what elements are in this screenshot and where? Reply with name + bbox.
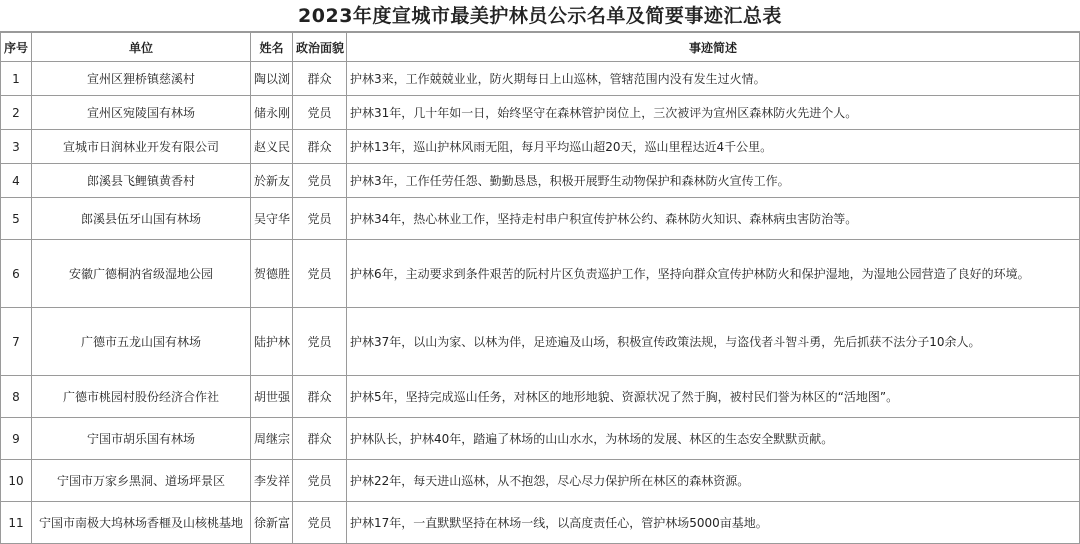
cell-no[interactable]: 9	[1, 418, 32, 460]
cell-political[interactable]: 党员	[293, 308, 347, 376]
cell-unit[interactable]: 宣州区狸桥镇慈溪村	[32, 62, 251, 96]
cell-no[interactable]: 3	[1, 130, 32, 164]
cell-deeds[interactable]: 护林3来，工作兢兢业业，防火期每日上山巡林，管辖范围内没有发生过火情。	[347, 62, 1080, 96]
cell-deeds[interactable]: 护林5年，坚持完成巡山任务，对林区的地形地貌、资源状况了然于胸，被村民们誉为林区的“活地图”。	[347, 376, 1080, 418]
cell-no[interactable]: 6	[1, 240, 32, 308]
cell-no[interactable]: 4	[1, 164, 32, 198]
table-row	[1, 376, 1080, 418]
table-row	[1, 130, 1080, 164]
header-deeds[interactable]: 事迹简述	[347, 33, 1080, 62]
cell-deeds[interactable]: 护林3年，工作任劳任怨、勤勤恳恳，积极开展野生动物保护和森林防火宣传工作。	[347, 164, 1080, 198]
table-row	[1, 164, 1080, 198]
cell-deeds[interactable]: 护林37年，以山为家、以林为伴，足迹遍及山场，积极宣传政策法规，与盗伐者斗智斗勇，先后抓获不法分子10余人。	[347, 308, 1080, 376]
cell-deeds[interactable]: 护林13年，巡山护林风雨无阻，每月平均巡山超20天，巡山里程达近4千公里。	[347, 130, 1080, 164]
cell-unit[interactable]: 安徽广德桐汭省级湿地公园	[32, 240, 251, 308]
cell-no[interactable]: 11	[1, 502, 32, 544]
cell-unit[interactable]: 宣城市日润林业开发有限公司	[32, 130, 251, 164]
cell-deeds[interactable]: 护林31年，几十年如一日，始终坚守在森林管护岗位上，三次被评为宣州区森林防火先进个人。	[347, 96, 1080, 130]
cell-no[interactable]: 2	[1, 96, 32, 130]
table-row	[1, 502, 1080, 544]
cell-unit[interactable]: 广德市五龙山国有林场	[32, 308, 251, 376]
cell-political[interactable]: 群众	[293, 130, 347, 164]
cell-deeds[interactable]: 护林17年，一直默默坚持在林场一线，以高度责任心，管护林场5000亩基地。	[347, 502, 1080, 544]
header-no[interactable]: 序号	[1, 33, 32, 62]
cell-name[interactable]: 徐新富	[251, 502, 293, 544]
cell-political[interactable]: 党员	[293, 164, 347, 198]
cell-no[interactable]: 1	[1, 62, 32, 96]
cell-unit[interactable]: 宁国市万家乡黑洞、道场坪景区	[32, 460, 251, 502]
cell-name[interactable]: 李发祥	[251, 460, 293, 502]
cell-unit[interactable]: 宁国市南极大坞林场香榧及山核桃基地	[32, 502, 251, 544]
table-row	[1, 62, 1080, 96]
cell-political[interactable]: 群众	[293, 62, 347, 96]
table-row	[1, 96, 1080, 130]
cell-political[interactable]: 党员	[293, 502, 347, 544]
cell-political[interactable]: 党员	[293, 460, 347, 502]
cell-unit[interactable]: 宣州区宛陵国有林场	[32, 96, 251, 130]
cell-name[interactable]: 吴守华	[251, 198, 293, 240]
cell-no[interactable]: 8	[1, 376, 32, 418]
cell-name[interactable]: 陶以浏	[251, 62, 293, 96]
header-political[interactable]: 政治面貌	[293, 33, 347, 62]
cell-unit[interactable]: 宁国市胡乐国有林场	[32, 418, 251, 460]
cell-name[interactable]: 周继宗	[251, 418, 293, 460]
table-row	[1, 198, 1080, 240]
table-row	[1, 308, 1080, 376]
table-row	[1, 418, 1080, 460]
cell-political[interactable]: 党员	[293, 198, 347, 240]
cell-name[interactable]: 赵义民	[251, 130, 293, 164]
cell-name[interactable]: 贺德胜	[251, 240, 293, 308]
cell-name[interactable]: 胡世强	[251, 376, 293, 418]
table-row	[1, 240, 1080, 308]
cell-name[interactable]: 陆护林	[251, 308, 293, 376]
cell-political[interactable]: 群众	[293, 376, 347, 418]
table-row	[1, 460, 1080, 502]
table-title: 2023年度宣城市最美护林员公示名单及简要事迹汇总表	[0, 0, 1080, 32]
cell-deeds[interactable]: 护林队长，护林40年，踏遍了林场的山山水水，为林场的发展、林区的生态安全默默贡献。	[347, 418, 1080, 460]
ranger-table	[0, 32, 1080, 544]
header-name[interactable]: 姓名	[251, 33, 293, 62]
cell-no[interactable]: 10	[1, 460, 32, 502]
cell-deeds[interactable]: 护林22年，每天进山巡林，从不抱怨，尽心尽力保护所在林区的森林资源。	[347, 460, 1080, 502]
cell-political[interactable]: 党员	[293, 96, 347, 130]
header-row	[1, 33, 1080, 62]
header-unit[interactable]: 单位	[32, 33, 251, 62]
cell-unit[interactable]: 广德市桃园村股份经济合作社	[32, 376, 251, 418]
cell-no[interactable]: 7	[1, 308, 32, 376]
cell-political[interactable]: 党员	[293, 240, 347, 308]
cell-no[interactable]: 5	[1, 198, 32, 240]
cell-name[interactable]: 储永刚	[251, 96, 293, 130]
cell-political[interactable]: 群众	[293, 418, 347, 460]
cell-name[interactable]: 於新友	[251, 164, 293, 198]
cell-unit[interactable]: 郎溪县伍牙山国有林场	[32, 198, 251, 240]
cell-unit[interactable]: 郎溪县飞鲤镇黄香村	[32, 164, 251, 198]
cell-deeds[interactable]: 护林34年，热心林业工作，坚持走村串户积宣传护林公约、森林防火知识、森林病虫害防治等。	[347, 198, 1080, 240]
cell-deeds[interactable]: 护林6年，主动要求到条件艰苦的阮村片区负责巡护工作，坚持向群众宣传护林防火和保护湿地，为湿地公园营造了良好的环境。	[347, 240, 1080, 308]
